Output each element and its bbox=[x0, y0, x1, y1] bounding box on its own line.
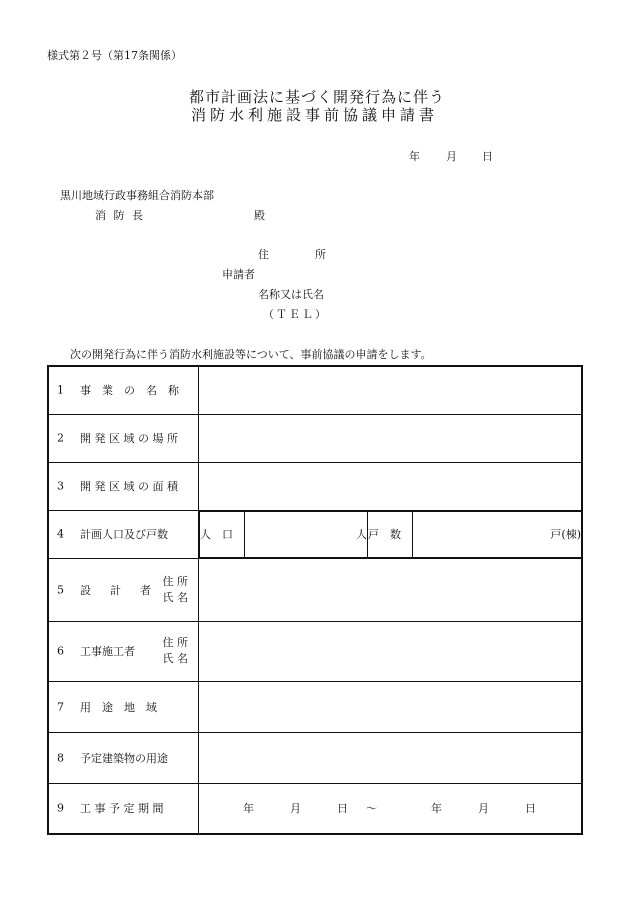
end-day: 日 bbox=[525, 802, 537, 816]
label-zoning bbox=[48, 681, 199, 732]
input-development-location[interactable] bbox=[199, 414, 583, 462]
row-zoning bbox=[48, 681, 582, 732]
row-number: 3 bbox=[57, 479, 64, 493]
form-number: 様式第２号（第17条関係） bbox=[47, 49, 182, 62]
end-month: 月 bbox=[478, 802, 490, 816]
row-planned-population bbox=[48, 510, 582, 558]
input-building-use[interactable] bbox=[199, 732, 583, 783]
input-development-area[interactable] bbox=[199, 462, 583, 510]
applicant-name-label: 名称又は氏名 bbox=[258, 288, 324, 301]
address-sub-label: 住 所 bbox=[162, 574, 188, 588]
row-number: 7 bbox=[57, 700, 64, 713]
title-line-2: 消防水利施設事前協議申請書 bbox=[191, 106, 439, 124]
row-number: 2 bbox=[57, 431, 64, 445]
label-construction-period bbox=[48, 783, 199, 834]
households-input[interactable] bbox=[413, 511, 582, 557]
row-building-use bbox=[48, 732, 582, 783]
start-month: 月 bbox=[290, 802, 302, 816]
row-number: 5 bbox=[57, 583, 64, 596]
label-project-name bbox=[48, 366, 199, 414]
contractor-sub-labels bbox=[163, 635, 189, 667]
row-contractor bbox=[48, 621, 582, 681]
address-sub-label: 住 所 bbox=[162, 636, 188, 649]
row-development-location bbox=[48, 414, 582, 462]
end-year: 年 bbox=[431, 802, 443, 816]
row-number: 1 bbox=[57, 383, 64, 397]
row-label: 予定建築物の用途 bbox=[80, 751, 168, 765]
application-form-table bbox=[47, 365, 583, 835]
addressee-honorific: 殿 bbox=[254, 209, 265, 222]
label-development-location bbox=[48, 414, 199, 462]
input-project-name[interactable] bbox=[199, 366, 583, 414]
population-inner-table bbox=[199, 511, 581, 558]
start-year: 年 bbox=[243, 802, 255, 816]
period-separator: ～ bbox=[366, 802, 378, 816]
start-day: 日 bbox=[337, 802, 349, 816]
row-designer bbox=[48, 558, 582, 621]
row-number: 6 bbox=[57, 644, 64, 658]
input-zoning[interactable] bbox=[199, 681, 583, 732]
row-label: 開 発 区 域 の 面 積 bbox=[80, 480, 178, 493]
label-building-use bbox=[48, 732, 199, 783]
date-year: 年 bbox=[409, 150, 420, 163]
row-number: 8 bbox=[57, 751, 64, 764]
input-construction-period[interactable] bbox=[199, 783, 583, 834]
date-day: 日 bbox=[482, 150, 493, 163]
population-unit: 人 bbox=[356, 528, 367, 541]
row-label: 工事施工者 bbox=[80, 645, 135, 658]
input-contractor[interactable] bbox=[199, 621, 583, 681]
title-line-1: 都市計画法に基づく開発行為に伴う bbox=[189, 88, 446, 106]
row-construction-period bbox=[48, 783, 582, 834]
row-label: 工 事 予 定 期 間 bbox=[80, 802, 164, 816]
row-label: 設 計 者 bbox=[80, 583, 155, 597]
date-month: 月 bbox=[446, 150, 457, 163]
row-development-area bbox=[48, 462, 582, 510]
label-planned-population bbox=[48, 510, 199, 558]
row-number: 4 bbox=[57, 527, 64, 541]
designer-sub-labels bbox=[163, 574, 189, 606]
intro-text: 次の開発行為に伴う消防水利施設等について、事前協議の申請をします。 bbox=[70, 348, 432, 361]
row-label: 計画人口及び戸数 bbox=[80, 528, 168, 541]
population-input[interactable] bbox=[245, 511, 368, 557]
label-designer bbox=[48, 558, 199, 621]
row-label: 事 業 の 名 称 bbox=[80, 384, 179, 398]
name-sub-label: 氏 名 bbox=[162, 652, 188, 665]
addressee-organization: 黒川地域行政事務組合消防本部 bbox=[60, 189, 214, 202]
applicant-label: 申請者 bbox=[222, 268, 255, 281]
row-project-name bbox=[48, 366, 582, 414]
applicant-address-char1: 住 bbox=[258, 248, 269, 261]
row-label: 用 途 地 域 bbox=[80, 700, 157, 714]
applicant-tel-label: （ＴＥＬ） bbox=[263, 308, 328, 321]
input-designer[interactable] bbox=[199, 558, 583, 621]
name-sub-label: 氏 名 bbox=[162, 590, 188, 604]
population-cell bbox=[199, 510, 583, 558]
addressee-title: 消 防 長 bbox=[95, 209, 145, 222]
households-label: 戸 数 bbox=[368, 511, 413, 557]
households-unit: 戸(棟) bbox=[550, 528, 581, 541]
row-label: 開 発 区 域 の 場 所 bbox=[80, 432, 178, 445]
label-development-area bbox=[48, 462, 199, 510]
label-contractor bbox=[48, 621, 199, 681]
applicant-address-char2: 所 bbox=[315, 248, 326, 261]
row-number: 9 bbox=[57, 801, 64, 815]
population-label: 人 口 bbox=[200, 511, 245, 557]
